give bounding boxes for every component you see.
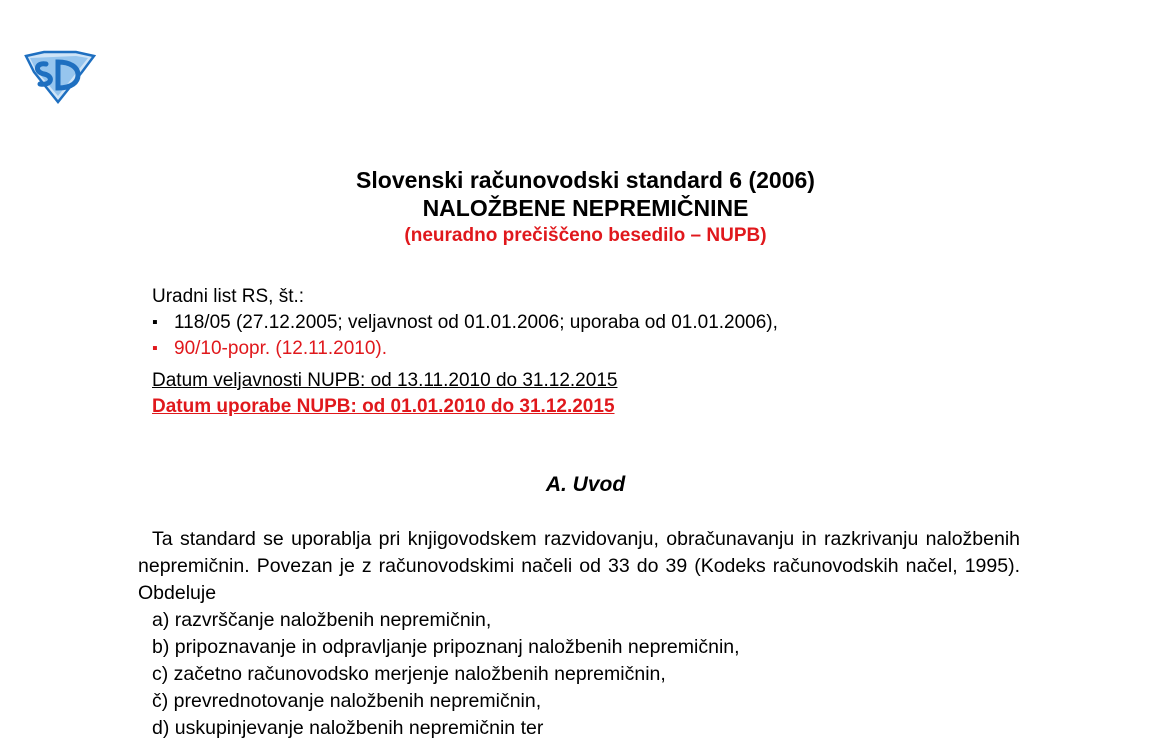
shield-logo-icon (22, 50, 96, 104)
document-subtitle: (neuradno prečiščeno besedilo – NUPB) (404, 225, 767, 246)
gazette-item: ▪ 90/10-popr. (12.11.2010). (152, 336, 778, 362)
document-title: Slovenski računovodski standard 6 (2006) (356, 167, 815, 193)
intro-section (138, 526, 1020, 742)
list-item: a) razvrščanje naložbenih nepremičnin, (152, 609, 492, 631)
intro-paragraph: Ta standard se uporablja pri knjigovodskem razvidovanju, obračunavanju in razkrivanju naložbenih nepremičnin. Povezan je z računovodskimi načeli od 33 do 39 (Kodeks računovodskih načel, 1995). Obdeluje (138, 528, 1020, 604)
list-item: č) prevrednotovanje naložbenih nepremičnin, (152, 690, 542, 712)
official-gazette-block (152, 284, 778, 362)
list-item: c) začetno računovodsko merjenje naložbenih nepremičnin, (152, 663, 666, 685)
official-gazette-list (152, 310, 778, 362)
document-title-block (0, 166, 1157, 249)
document-subject: NALOŽBENE NEPREMIČNINE (422, 195, 749, 221)
validity-date: Datum veljavnosti NUPB: od 13.11.2010 do 31.12.2015 (152, 370, 618, 391)
list-item: d) uskupinjevanje naložbenih nepremičnin ter (152, 717, 544, 739)
validity-block (152, 368, 617, 420)
gazette-item: ▪ 118/05 (27.12.2005; veljavnost od 01.01.2006; uporaba od 01.01.2006), (152, 310, 778, 336)
application-date: Datum uporabe NUPB: od 01.01.2010 do 31.12.2015 (152, 396, 615, 417)
section-heading: A. Uvod (545, 473, 626, 496)
official-gazette-label: Uradni list RS, št.: (152, 286, 305, 307)
list-item: b) pripoznavanje in odpravljanje pripoznanj naložbenih nepremičnin, (152, 636, 740, 658)
intro-list (138, 607, 1020, 742)
